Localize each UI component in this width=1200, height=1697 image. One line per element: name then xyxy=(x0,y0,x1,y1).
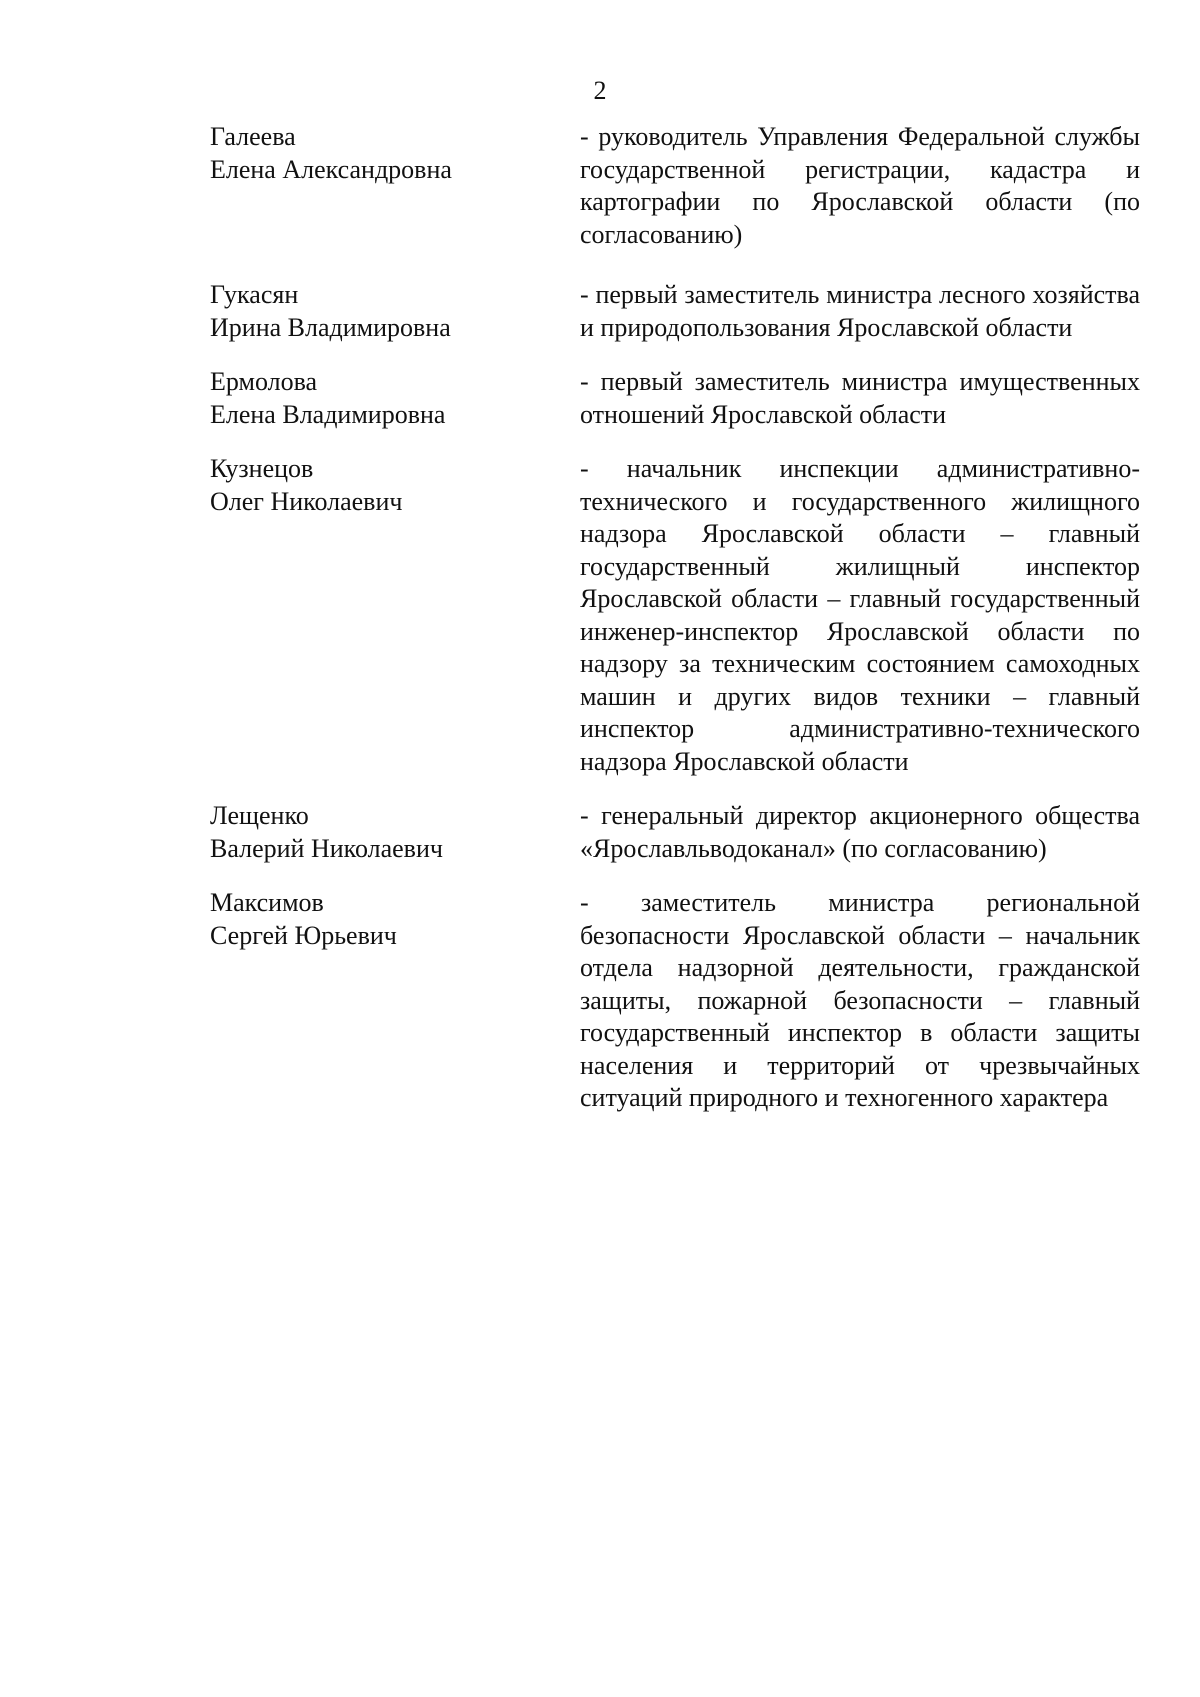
member-entry xyxy=(210,453,1150,778)
member-surname: Кузнецов xyxy=(210,454,314,483)
member-role: - руководитель Управления Федеральной службы государственной регистрации, кадастра и картографии по Ярославской области (по согласованию) xyxy=(580,122,1140,249)
member-role: - первый заместитель министра лесного хозяйства и природопользования Ярославской области xyxy=(580,280,1140,342)
member-given-names: Сергей Юрьевич xyxy=(210,920,397,950)
member-entry xyxy=(210,121,1150,251)
member-given-names: Елена Александровна xyxy=(210,154,452,184)
page-number: 2 xyxy=(593,76,607,105)
member-role: - заместитель министра региональной безопасности Ярославской области – начальник отдела надзорной деятельности, гражданской защиты, пожарной безопасности – главный государственный инспектор в области защиты населения и территорий от чрезвычайных ситуаций природного и техногенного характера xyxy=(580,888,1140,1112)
member-name xyxy=(210,279,580,344)
member-entry xyxy=(210,366,1150,431)
member-entry xyxy=(210,279,1150,344)
member-name xyxy=(210,366,580,431)
member-role: - начальник инспекции административно-технического и государственного жилищного надзора Ярославской области – главный государственный жилищный инспектор Ярославской области – главный государственный инженер-инспектор Ярославской области по надзору за техническим состоянием самоходных машин и других видов техники – главный инспектор административно-технического надзора Ярославской области xyxy=(580,454,1140,776)
member-entry xyxy=(210,800,1150,865)
member-name xyxy=(210,453,580,778)
member-name xyxy=(210,800,580,865)
member-given-names: Ирина Владимировна xyxy=(210,312,451,342)
member-given-names: Олег Николаевич xyxy=(210,486,403,516)
member-given-names: Елена Владимировна xyxy=(210,399,446,429)
member-surname: Галеева xyxy=(210,122,296,151)
member-role: - генеральный директор акционерного общества «Ярославльводоканал» (по согласованию) xyxy=(580,801,1140,863)
member-name xyxy=(210,121,580,251)
member-surname: Максимов xyxy=(210,888,324,917)
member-surname: Гукасян xyxy=(210,280,299,309)
member-role: - первый заместитель министра имущественных отношений Ярославской области xyxy=(580,367,1140,429)
member-surname: Лещенко xyxy=(210,801,309,830)
members-list xyxy=(210,121,1150,1115)
member-surname: Ермолова xyxy=(210,367,318,396)
member-name xyxy=(210,887,580,1115)
member-given-names: Валерий Николаевич xyxy=(210,833,443,863)
member-entry xyxy=(210,887,1150,1115)
